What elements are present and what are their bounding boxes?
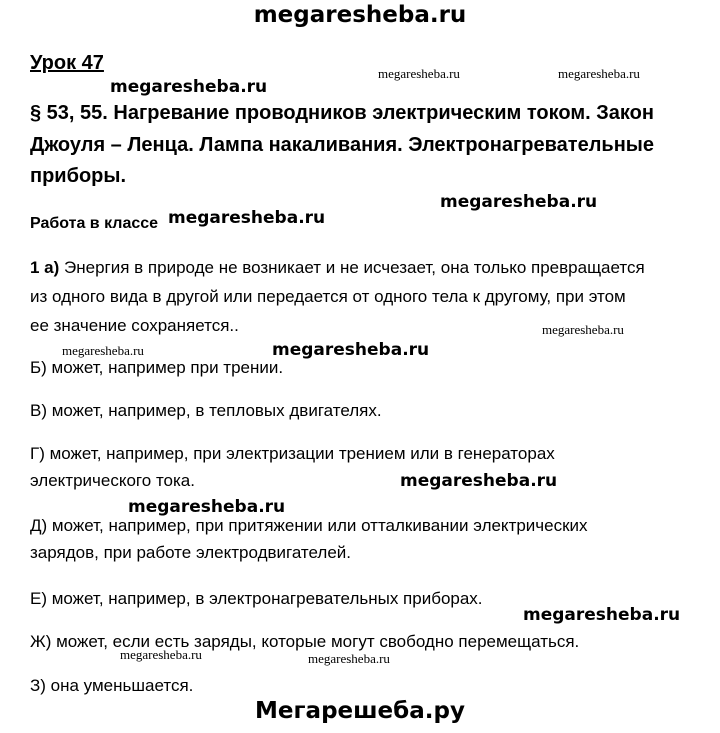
watermark: megaresheba.ru (558, 66, 640, 81)
work-heading: Работа в классе (30, 215, 159, 232)
watermark: megaresheba.ru (440, 192, 598, 212)
answer-zh: Ж) может, если есть заряды, которые могут свободно перемещаться. (30, 632, 580, 651)
answer-a-label: 1 а) (30, 258, 60, 277)
answer-b: Б) может, например при трении. (30, 358, 284, 377)
watermark: megaresheba.ru (110, 77, 268, 97)
answer-e: Е) может, например, в электронагревательных приборах. (30, 589, 483, 608)
answer-a-line: ее значение сохраняется.. (30, 316, 239, 335)
answer-g-line: электрического тока. (30, 471, 195, 490)
site-header: megaresheba.ru (253, 2, 467, 28)
answer-a-line: из одного вида в другой или передается от одного тела к другому, при этом (30, 287, 626, 306)
section-heading-line: приборы. (30, 165, 127, 187)
watermark: megaresheba.ru (308, 651, 390, 666)
watermark: megaresheba.ru (523, 605, 681, 625)
watermark: megaresheba.ru (378, 66, 460, 81)
watermark: megaresheba.ru (272, 340, 430, 360)
site-footer: Мегарешеба.ру (255, 698, 465, 724)
watermark: megaresheba.ru (168, 208, 326, 228)
answer-z: З) она уменьшается. (30, 676, 194, 695)
section-heading-line: § 53, 55. Нагревание проводников электрическим током. Закон (30, 102, 654, 124)
watermark: megaresheba.ru (120, 647, 202, 662)
watermark: megaresheba.ru (128, 497, 286, 517)
watermark: megaresheba.ru (542, 322, 624, 337)
watermark: megaresheba.ru (400, 471, 558, 491)
section-heading (30, 98, 710, 193)
watermark: megaresheba.ru (62, 343, 144, 358)
answer-d-line: зарядов, при работе электродвигателей. (30, 543, 352, 562)
answer-a-line (30, 258, 645, 278)
answer-a-text: Энергия в природе не возникает и не исчезает, она только превращается (59, 258, 645, 277)
answer-v: В) может, например, в тепловых двигателях. (30, 401, 382, 420)
answer-g-line: Г) может, например, при электризации трением или в генераторах (30, 444, 555, 463)
answer-d-line: Д) может, например, при притяжении или отталкивании электрических (30, 516, 588, 535)
section-heading-line: Джоуля – Ленца. Лампа накаливания. Электронагревательные (30, 133, 654, 156)
lesson-title: Урок 47 (30, 52, 104, 74)
